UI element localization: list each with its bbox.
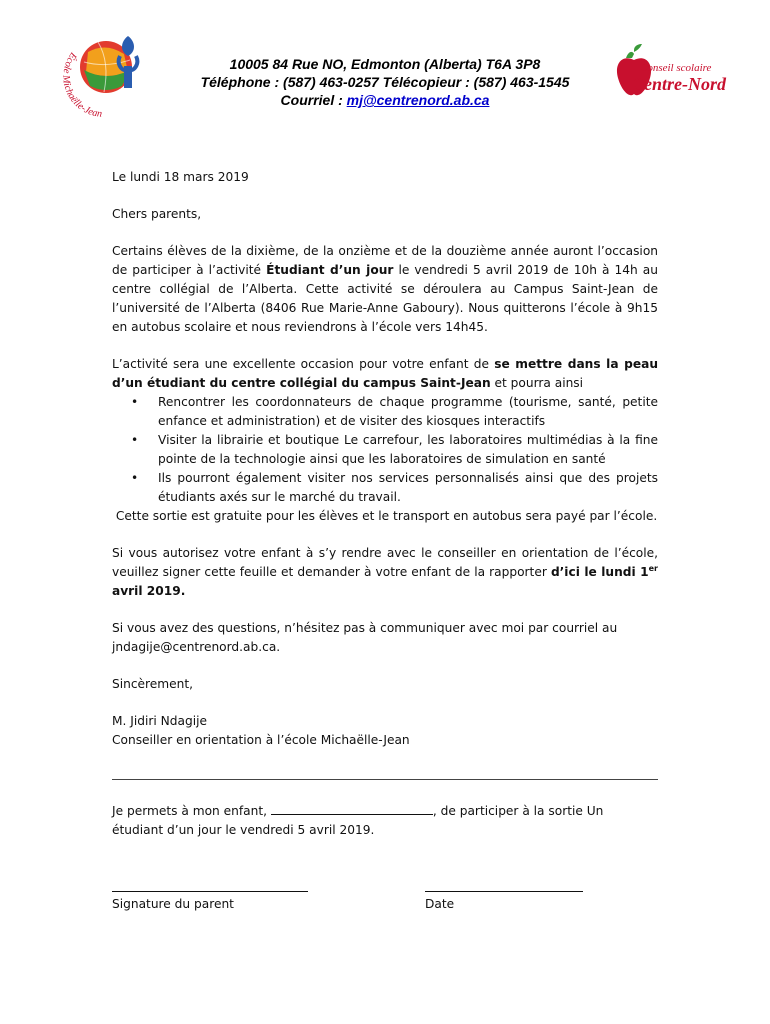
signer-title: Conseiller en orientation à l’école Michaëlle-Jean [112, 733, 410, 747]
child-name-field[interactable] [271, 801, 433, 815]
activity-list [112, 393, 658, 507]
letter-greeting: Chers parents, [112, 207, 202, 221]
activity-name: Étudiant d’un jour [266, 263, 394, 277]
letter-body [112, 168, 658, 750]
list-item: • Ils pourront également visiter nos services personnalisés ainsi que des projets étudiants axés sur le marché du travail. [158, 469, 658, 507]
school-email-line [165, 91, 605, 109]
letterhead [165, 55, 605, 109]
letter-date: Le lundi 18 mars 2019 [112, 170, 249, 184]
paragraph-intro: Certains élèves de la dixième, de la onzième et de la douzième année auront l’occasion de participer à l’activité Étudiant d’un jour le vendredi 5 avril 2019 de 10h à 14h au centre collégial de l’Alberta. Cette activité se déroulera au Campus Saint-Jean de l’université de l’Alberta (8406 Rue Marie-Anne Gaboury). Nous quitterons l’école à 9h15 en autobus scolaire et nous reviendrons à l’école vers 14h45. [112, 244, 658, 334]
signer-name: M. Jidiri Ndagije [112, 714, 207, 728]
list-item: • Rencontrer les coordonnateurs de chaque programme (tourisme, santé, petite enfance et administration) et de visiter des kiosques interactifs [158, 393, 658, 431]
date-label: Date [425, 897, 455, 911]
school-phone: Téléphone : (587) 463-0257 Télécopieur : (587) 463-1545 [200, 74, 570, 90]
paragraph-authorization: Si vous autorisez votre enfant à s’y rendre avec le conseiller en orientation de l’école, veuillez signer cette feuille et demander à votre enfant de la rapporter d’ici le lundi 1er avril 2019. [112, 546, 658, 598]
school-logo [58, 22, 158, 122]
paragraph-questions: Si vous avez des questions, n’hésitez pas à communiquer avec moi par courriel au jndagije@centrenord.ab.ca. [112, 621, 618, 654]
section-divider [112, 779, 658, 780]
deadline: d’ici le lundi 1er avril 2019. [112, 563, 658, 598]
signature-field[interactable] [112, 891, 308, 892]
email-link[interactable]: mj@centrenord.ab.ca [346, 92, 490, 108]
date-field[interactable] [425, 891, 583, 892]
school-address: 10005 84 Rue NO, Edmonton (Alberta) T6A 3P8 [229, 56, 541, 72]
activity-highlight: se mettre dans la peau d’un étudiant du centre collégial du campus Saint-Jean [112, 357, 659, 390]
board-name-line2: Centre-Nord [632, 74, 726, 94]
letter-closing: Sincèrement, [112, 677, 194, 691]
paragraph-activity: L’activité sera une excellente occasion pour votre enfant de se mettre dans la peau d’un étudiant du centre collégial du campus Saint-Jean et pourra ainsi [112, 357, 659, 390]
email-label: Courriel : [280, 92, 347, 108]
board-name-line1: Conseil scolaire [640, 62, 712, 74]
list-item: • Visiter la librairie et boutique Le carrefour, les laboratoires multimédias à la fine pointe de la technologie ainsi que les laboratoires de simulation en santé [158, 431, 658, 469]
signature-label: Signature du parent [112, 897, 234, 911]
permission-text: Je permets à mon enfant, , de participer à la sortie Un étudiant d’un jour le vendredi 5 avril 2019. [112, 801, 658, 840]
paragraph-cost: Cette sortie est gratuite pour les élèves et le transport en autobus sera payé par l’école. [112, 509, 658, 523]
school-logo-text: École Michaëlle-Jean [60, 50, 103, 120]
board-logo [610, 42, 726, 104]
